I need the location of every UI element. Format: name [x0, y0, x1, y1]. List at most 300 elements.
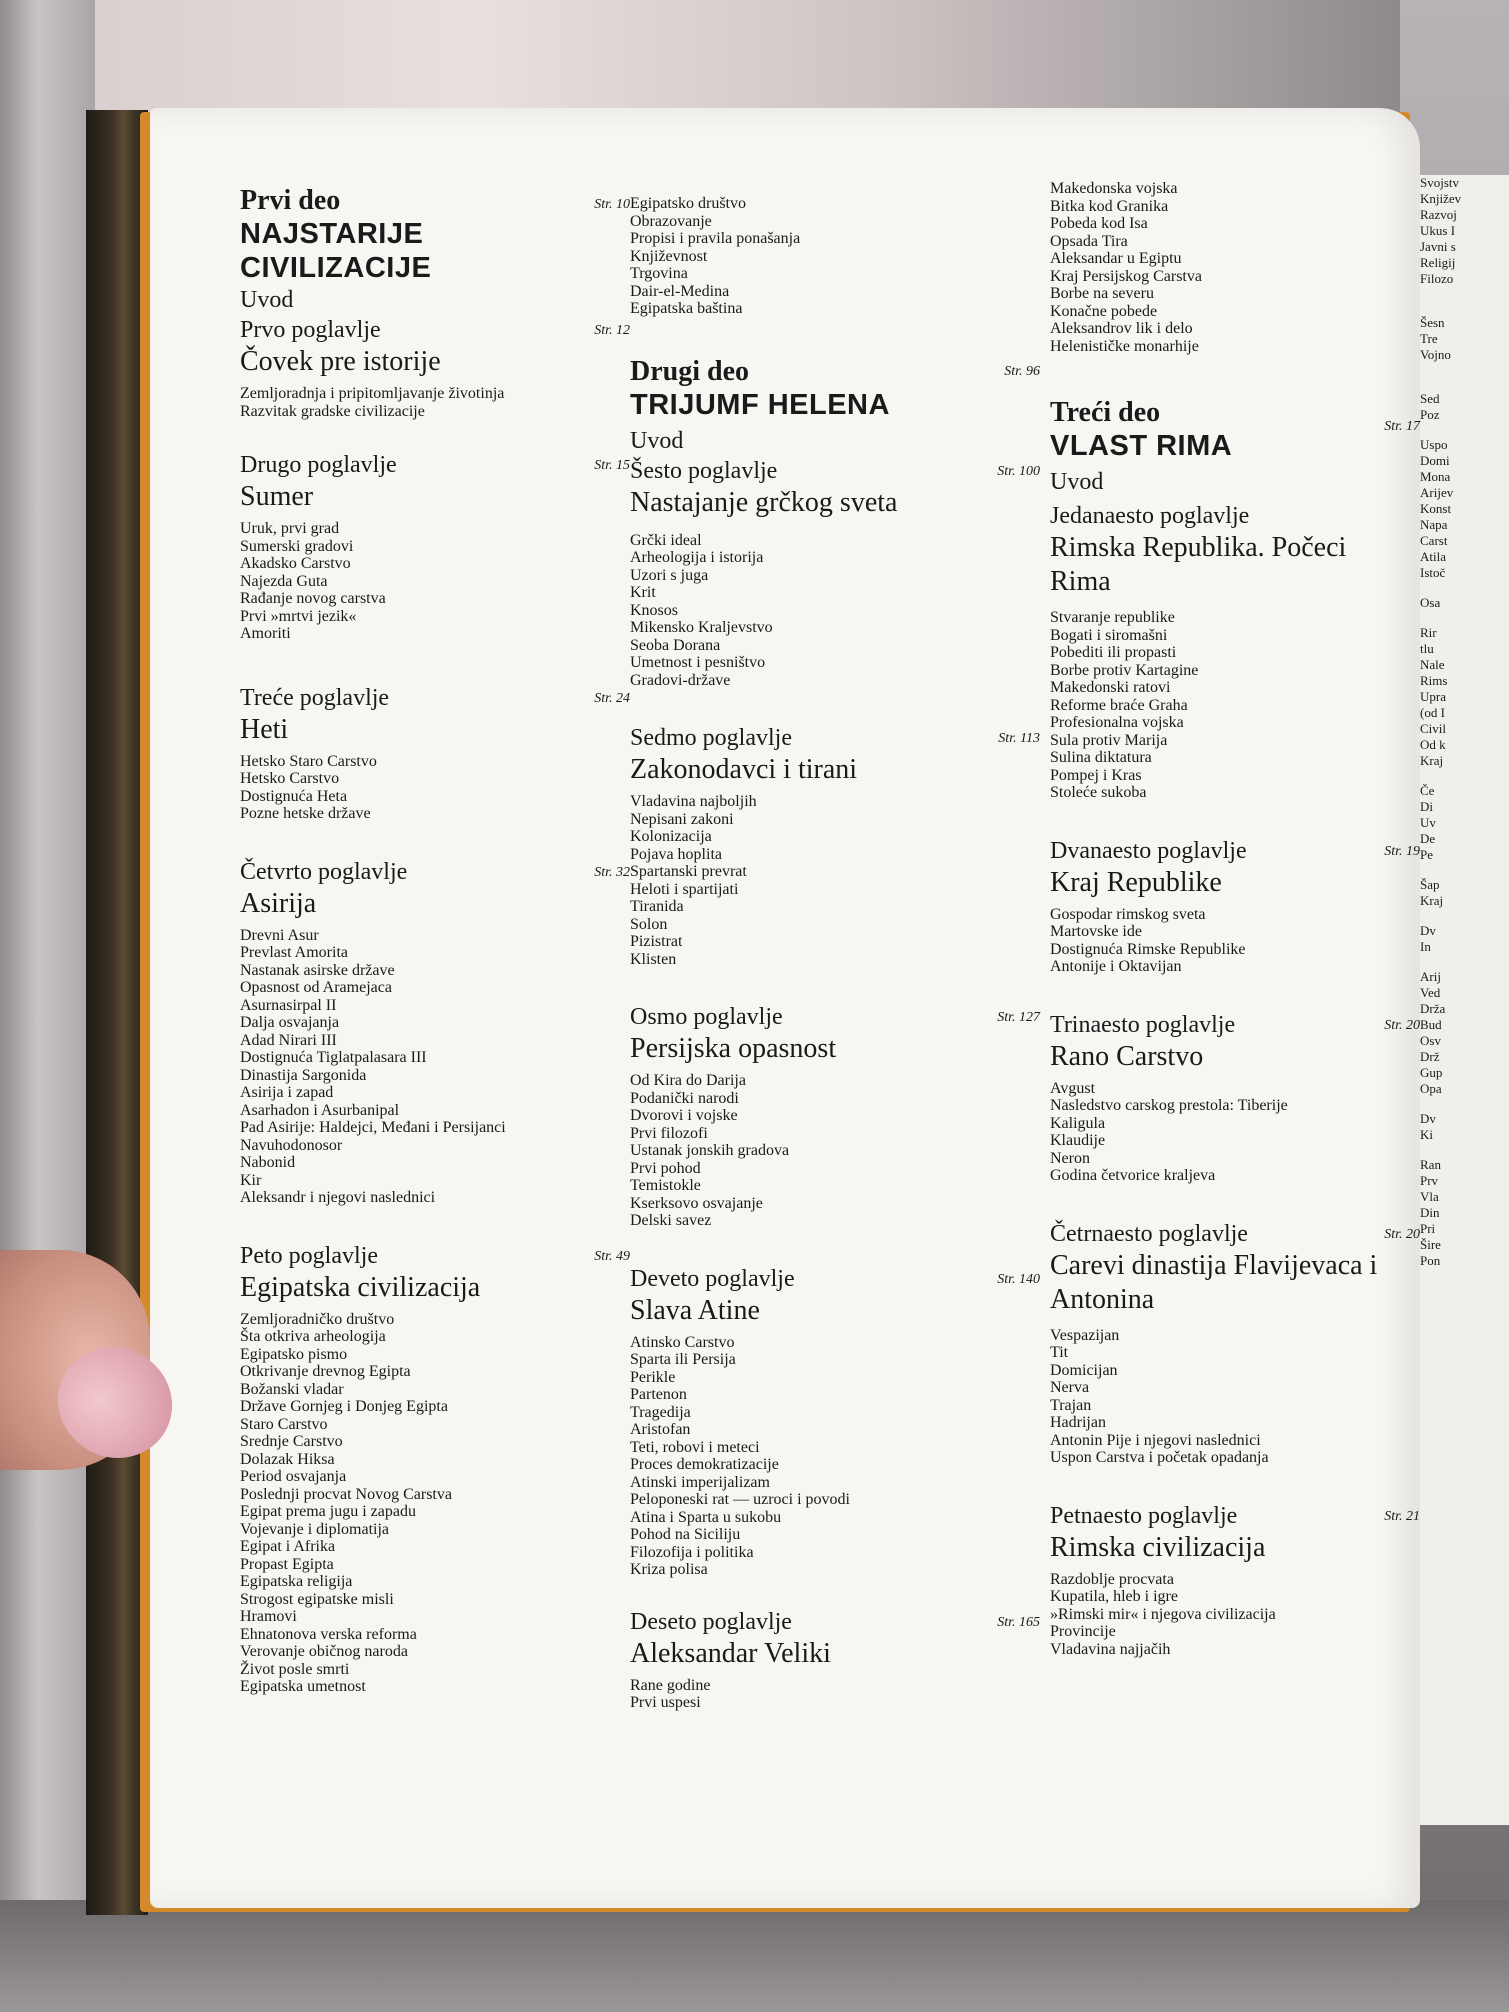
toc-column-1 [240, 185, 630, 1696]
chapter-title: Rano Carstvo [1050, 1040, 1204, 1072]
part-label: Prvi deo [240, 185, 341, 216]
chapter-title: Heti [240, 713, 289, 745]
section-item: Perikle [630, 1368, 676, 1386]
right-page-line: Filozo [1420, 271, 1454, 286]
section-item: Seoba Dorana [630, 636, 721, 654]
section-item: Vojevanje i diplomatija [240, 1520, 390, 1538]
right-page-line: Osa [1420, 595, 1441, 610]
section-item: Delski savez [630, 1212, 712, 1229]
right-page-line: In [1420, 939, 1431, 954]
right-page-line: Svojstv [1420, 175, 1460, 190]
right-page-line: Konst [1420, 501, 1452, 516]
section-item: Martovske ide [1050, 923, 1142, 940]
section-item: Pohod na Siciliju [630, 1526, 741, 1543]
right-page-line: Pri [1420, 1221, 1436, 1236]
section-list [240, 1311, 630, 1696]
right-page-line [1420, 909, 1509, 923]
right-page-line: Mona [1420, 469, 1451, 484]
chapter-label: Deveto poglavlje [630, 1265, 795, 1292]
right-page-line: Kraj [1420, 893, 1444, 908]
chapter-label: Prvo poglavlje [240, 317, 381, 343]
section-item: Pad Asirije: Haldejci, Međani i Persijanci [240, 1119, 506, 1136]
section-item: Gospodar rimskog sveta [1050, 905, 1206, 923]
section-item: Antonije i Oktavijan [1050, 958, 1182, 975]
section-item: Egipat prema jugu i zapadu [240, 1503, 416, 1520]
section-item: Makedonska vojska [1050, 180, 1178, 197]
intro-entry: Uvod [630, 427, 684, 454]
section-list [240, 753, 630, 823]
right-page-line [1420, 581, 1509, 595]
right-page-line: Razvoj [1420, 207, 1457, 222]
chapter-2 [240, 450, 630, 643]
page-number: Str. 140 [997, 1271, 1040, 1287]
section-item: Uruk, prvi grad [240, 520, 340, 537]
right-page-line: Od k [1420, 737, 1446, 752]
section-item: Obrazovanje [630, 212, 712, 230]
section-item: Konačne pobede [1050, 302, 1158, 320]
chapter-10 [630, 1607, 1040, 1712]
right-page-line [1420, 955, 1509, 969]
chapter-title: Persijska opasnost [630, 1033, 837, 1064]
section-item: Nabonid [240, 1154, 296, 1171]
section-item: Trgovina [630, 265, 688, 282]
section-item: Asurnasirpal II [240, 996, 337, 1014]
toc-column-2 [630, 185, 1040, 1712]
right-page-line: Vla [1420, 1189, 1439, 1204]
right-page-line: Šap [1420, 877, 1440, 892]
section-item: Rađanje novog carstva [240, 590, 386, 607]
section-item: Opsada Tira [1050, 232, 1128, 250]
section-item: Kupatila, hleb i igre [1050, 1588, 1178, 1605]
section-item: Solon [630, 915, 668, 933]
section-item: Ehnatonova verska reforma [240, 1625, 417, 1643]
right-page-line: Drža [1420, 1001, 1446, 1016]
section-item: Kraj Persijskog Carstva [1050, 267, 1202, 285]
section-item: Tiranida [630, 898, 684, 915]
page-number: Str. 96 [1004, 363, 1040, 379]
chapter-label: Jedanaesto poglavlje [1050, 503, 1250, 529]
section-item: Navuhodonosor [240, 1136, 343, 1154]
right-page-line: Bud [1420, 1017, 1442, 1032]
section-item: Nastanak asirske države [240, 961, 395, 979]
section-item: Spartanski prevrat [630, 863, 747, 880]
section-item: Verovanje običnog naroda [240, 1643, 408, 1660]
chapter-title: Egipatska civilizacija [240, 1271, 481, 1303]
section-item: Period osvajanja [240, 1468, 347, 1485]
page-number: Str. 12 [594, 323, 630, 338]
chapter-label: Deseto poglavlje [630, 1608, 792, 1635]
right-page-line: Civil [1420, 721, 1447, 736]
page-number: Str. 17 [1384, 419, 1420, 434]
section-item: Klaudije [1050, 1132, 1106, 1149]
section-list [240, 520, 630, 643]
section-item: Nerva [1050, 1379, 1090, 1396]
section-item: Države Gornjeg i Donjeg Egipta [240, 1398, 448, 1415]
chapter-label: Četrnaesto poglavlje [1050, 1220, 1248, 1247]
section-item: Profesionalna vojska [1050, 714, 1184, 731]
section-item: Razdoblje procvata [1050, 1570, 1174, 1588]
section-item: Srednje Carstvo [240, 1433, 343, 1450]
section-item: Hadrijan [1050, 1414, 1106, 1431]
chapter-6 [630, 456, 1040, 690]
section-item: Uspon Carstva i početak opadanja [1050, 1449, 1269, 1466]
right-page-line: Gup [1420, 1065, 1443, 1080]
right-page-line: Poz [1420, 407, 1440, 422]
right-page-line: Dv [1420, 1111, 1436, 1126]
right-page-line: Napa [1420, 517, 1448, 532]
right-page-line: Drž [1420, 1049, 1440, 1064]
chapter-11 [1050, 501, 1420, 802]
section-item: Makedonski ratovi [1050, 679, 1171, 696]
section-item: Godina četvorice kraljeva [1050, 1167, 1216, 1184]
page-number: Str. 49 [594, 1248, 630, 1264]
section-item: Hramovi [240, 1608, 297, 1625]
page-number: Str. 15 [594, 458, 630, 473]
right-page-line [1420, 377, 1509, 391]
section-item: Dair-el-Medina [630, 282, 730, 300]
section-item: Knosos [630, 601, 679, 619]
section-item: Dalja osvajanja [240, 1014, 340, 1031]
right-page-line: De [1420, 831, 1436, 846]
section-list [1050, 609, 1420, 802]
section-list [630, 1334, 1040, 1579]
chapter-label: Šesto poglavlje [630, 457, 778, 484]
chapter-label: Treće poglavlje [240, 684, 390, 711]
section-item: Podanički narodi [630, 1089, 739, 1107]
right-page-line: Opa [1420, 1081, 1442, 1096]
chapter-label: Peto poglavlje [240, 1242, 378, 1269]
chapter-label: Dvanaesto poglavlje [1050, 837, 1247, 864]
right-page-line [1420, 769, 1509, 783]
right-page-line: Arijev [1420, 485, 1454, 500]
section-item: Aleksandr i njegovi naslednici [240, 1189, 436, 1206]
chapter-title: Asirija [240, 887, 317, 919]
section-item: Nepisani zakoni [630, 810, 734, 828]
chapter-9 [630, 1264, 1040, 1579]
section-item: Aleksandar u Egiptu [1050, 250, 1182, 267]
section-item: Egipatska umetnost [240, 1678, 366, 1695]
right-page-line [1420, 1143, 1509, 1157]
page-number: Str. 165 [997, 1614, 1040, 1630]
section-item: Sula protiv Marija [1050, 731, 1168, 749]
section-item: Akadsko Carstvo [240, 555, 351, 572]
right-page-line: Ran [1420, 1157, 1441, 1172]
section-item: Uzori s juga [630, 566, 709, 584]
section-item: Peloponeski rat — uzroci i povodi [630, 1491, 850, 1508]
right-page-line: tlu [1420, 641, 1434, 656]
right-page-line: Vojno [1420, 347, 1451, 362]
section-item: Kserksovo osvajanje [630, 1194, 763, 1212]
section-item: Božanski vladar [240, 1380, 344, 1398]
right-page-line: Pon [1420, 1253, 1441, 1268]
right-page-line: Rims [1420, 673, 1448, 688]
section-item: Staro Carstvo [240, 1415, 328, 1433]
right-page-line: Dv [1420, 923, 1436, 938]
section-item: Helenističke monarhije [1050, 337, 1199, 355]
section-item: Drevni Asur [240, 926, 319, 944]
left-background [0, 0, 95, 2012]
section-item: Sumerski gradovi [240, 537, 354, 555]
section-item: Tit [1050, 1344, 1069, 1361]
section-item: Otkrivanje drevnog Egipta [240, 1363, 411, 1380]
right-page-line: Tre [1420, 331, 1438, 346]
right-page-line: Ukus I [1420, 223, 1456, 238]
chapter-title: Zakonodavci i tirani [630, 754, 858, 785]
section-list [630, 1072, 1040, 1230]
section-item: Partenon [630, 1386, 687, 1403]
right-page-line: Nale [1420, 657, 1445, 672]
part-label: Drugi deo [630, 355, 749, 387]
part-three [1050, 397, 1420, 497]
right-page-line: Upra [1420, 689, 1446, 704]
section-item: Asarhadon i Asurbanipal [240, 1101, 400, 1119]
chapter-label: Trinaesto poglavlje [1050, 1011, 1236, 1038]
chapter-title: Rimska Republika. Počeci Rima [1050, 532, 1347, 597]
right-page-line: Arij [1420, 969, 1441, 984]
right-page-line: Pe [1420, 847, 1433, 862]
section-list [1050, 1327, 1420, 1467]
section-item: Pompej i Kras [1050, 766, 1142, 784]
page-number: Str. 20 [1384, 1017, 1420, 1033]
section-list [630, 1677, 1040, 1712]
section-item: Dostignuća Tiglatpalasara III [240, 1049, 427, 1066]
section-item: Antonin Pije i njegovi naslednici [1050, 1431, 1261, 1449]
section-item: Neron [1050, 1149, 1090, 1167]
section-item: Kolonizacija [630, 828, 712, 845]
page-number: Str. 32 [594, 864, 630, 880]
section-item: Klisten [630, 950, 677, 968]
section-list [1050, 906, 1420, 976]
section-item: Adad Nirari III [240, 1031, 337, 1049]
section-list-continued [630, 195, 1040, 318]
right-page-line: Di [1420, 799, 1433, 814]
section-item: Reforme braće Graha [1050, 696, 1188, 714]
section-item: Egipatsko pismo [240, 1345, 348, 1363]
right-page-line: Religij [1420, 255, 1456, 270]
section-item: Asirija i zapad [240, 1084, 334, 1101]
right-page-line [1420, 1097, 1509, 1111]
page-number: Str. 21 [1384, 1508, 1420, 1524]
section-item: Gradovi-države [630, 671, 731, 689]
part-title: CIVILIZACIJE [240, 252, 432, 284]
section-item: Pojava hoplita [630, 845, 722, 863]
section-item: Borbe protiv Kartagine [1050, 661, 1199, 679]
section-item: Hetsko Carstvo [240, 770, 340, 787]
section-list-continued [1050, 180, 1420, 355]
section-list [630, 532, 1040, 690]
section-item: Propast Egipta [240, 1555, 334, 1573]
section-item: Život posle smrti [240, 1660, 350, 1678]
section-item: Bitka kod Granika [1050, 197, 1169, 215]
section-item: Propisi i pravila ponašanja [630, 230, 801, 247]
right-page-line: Uspo [1420, 437, 1448, 452]
page-number: Str. 127 [997, 1010, 1040, 1025]
section-list [240, 385, 630, 420]
right-page-line: Če [1420, 783, 1435, 798]
section-item: Dostignuća Heta [240, 787, 348, 805]
chapter-13 [1050, 1010, 1420, 1185]
section-item: Prvi »mrtvi jezik« [240, 607, 357, 625]
section-item: Dinastija Sargonida [240, 1066, 367, 1084]
section-item: Grčki ideal [630, 531, 702, 549]
section-item: Avgust [1050, 1079, 1096, 1097]
section-item: Dolazak Hiksa [240, 1450, 335, 1468]
part-label: Treći deo [1050, 397, 1161, 428]
chapter-label: Drugo poglavlje [240, 452, 397, 478]
right-page-line: Rir [1420, 625, 1437, 640]
section-item: Temistokle [630, 1177, 701, 1194]
chapter-title: Aleksandar Veliki [630, 1637, 831, 1669]
section-item: Bogati i siromašni [1050, 626, 1168, 644]
section-item: Dostignuća Rimske Republike [1050, 940, 1246, 958]
right-page-line: Javni s [1420, 239, 1456, 254]
chapter-5 [240, 1241, 630, 1696]
section-item: Prevlast Amorita [240, 944, 348, 961]
part-one [240, 185, 630, 315]
section-item: Pobediti ili propasti [1050, 644, 1177, 661]
chapter-1 [240, 315, 630, 420]
section-item: Ustanak jonskih gradova [630, 1142, 790, 1159]
section-item: Trajan [1050, 1396, 1092, 1414]
right-page-line [1420, 863, 1509, 877]
section-item: Borbe na severu [1050, 285, 1154, 302]
section-item: Egipat i Afrika [240, 1538, 336, 1555]
right-page-line: Sed [1420, 391, 1440, 406]
page-number: Str. 10 [594, 197, 630, 212]
section-item: Heloti i spartijati [630, 880, 739, 898]
section-item: Filozofija i politika [630, 1543, 754, 1561]
section-item: Vladavina najjačih [1050, 1640, 1171, 1658]
section-list [1050, 1571, 1420, 1659]
section-item: Atinski imperijalizam [630, 1473, 770, 1491]
right-page-line [1420, 287, 1509, 301]
chapter-title: Rimska civilizacija [1050, 1531, 1266, 1563]
section-item: Umetnost i pesništvo [630, 654, 766, 671]
section-item: Nasledstvo carskog prestola: Tiberije [1050, 1097, 1288, 1114]
right-page-line [1420, 611, 1509, 625]
chapter-8 [630, 1002, 1040, 1230]
right-page-line: Ki [1420, 1127, 1433, 1142]
section-item: Aleksandrov lik i delo [1050, 320, 1193, 337]
part-two [630, 356, 1040, 456]
chapter-title: Slava Atine [630, 1294, 760, 1326]
section-item: Dvorovi i vojske [630, 1107, 738, 1124]
section-item: Pobeda kod Isa [1050, 215, 1148, 232]
page-number: Str. 24 [594, 690, 630, 706]
right-page-line: Književ [1420, 191, 1462, 206]
section-item: Hetsko Staro Carstvo [240, 752, 377, 770]
right-page-line: (od I [1420, 705, 1445, 720]
section-list [630, 793, 1040, 968]
chapter-14 [1050, 1219, 1420, 1467]
right-page-line: Osv [1420, 1033, 1441, 1048]
section-item: Zemljoradničko društvo [240, 1310, 395, 1328]
chapter-7 [630, 723, 1040, 968]
chapter-title: Nastajanje grčkog sveta [630, 486, 898, 518]
section-item: Razvitak gradske civilizacije [240, 402, 425, 420]
section-item: Zemljoradnja i pripitomljavanje životinja [240, 385, 505, 402]
section-item: Arheologija i istorija [630, 549, 764, 566]
section-item: Najezda Guta [240, 572, 328, 590]
toc-column-3 [1050, 180, 1420, 1658]
right-page-line: Prv [1420, 1173, 1439, 1188]
section-item: Prvi filozofi [630, 1124, 708, 1142]
chapter-label: Četvrto poglavlje [240, 858, 408, 885]
book-spine [86, 110, 148, 1915]
right-page-line: Kraj [1420, 753, 1444, 768]
section-item: Krit [630, 584, 656, 601]
intro-entry: Uvod [240, 287, 294, 313]
section-item: Opasnost od Aramejaca [240, 979, 392, 996]
section-item: Kriza polisa [630, 1561, 708, 1578]
section-item: Atina i Sparta u sukobu [630, 1508, 782, 1526]
page-number: Str. 113 [998, 731, 1040, 746]
page-number: Str. 19 [1384, 843, 1420, 859]
wooden-surface [0, 1900, 1509, 2012]
right-page-line [1420, 363, 1509, 377]
section-list [240, 927, 630, 1207]
chapter-label: Sedmo poglavlje [630, 725, 792, 751]
section-item: »Rimski mir« i njegova civilizacija [1050, 1605, 1276, 1623]
right-page-line: Šesn [1420, 315, 1445, 330]
chapter-title: Kraj Republike [1050, 866, 1222, 898]
section-item: Stvaranje republike [1050, 609, 1175, 626]
right-page-line: Din [1420, 1205, 1440, 1220]
section-item: Stoleće sukoba [1050, 784, 1147, 801]
section-item: Pozne hetske države [240, 805, 371, 822]
section-item: Rane godine [630, 1676, 711, 1694]
section-item: Teti, robovi i meteci [630, 1438, 760, 1456]
section-list [1050, 1080, 1420, 1185]
chapter-12 [1050, 836, 1420, 976]
section-item: Strogost egipatske misli [240, 1590, 394, 1608]
chapter-title: Sumer [240, 481, 314, 512]
page-number: Str. 20 [1384, 1226, 1420, 1242]
chapter-title: Carevi dinastija Flavijevaca i Antonina [1050, 1249, 1378, 1315]
section-item: Egipatska religija [240, 1573, 353, 1590]
right-page-line: Ved [1420, 985, 1441, 1000]
section-item: Amoriti [240, 625, 291, 642]
chapter-label: Petnaesto poglavlje [1050, 1502, 1238, 1529]
section-item: Aristofan [630, 1421, 691, 1438]
section-item: Sparta ili Persija [630, 1351, 736, 1368]
chapter-4 [240, 857, 630, 1207]
section-item: Egipatska baština [630, 300, 743, 317]
right-page-line: Istoč [1420, 565, 1446, 580]
right-page-line: Carst [1420, 533, 1448, 548]
section-item: Tragedija [630, 1403, 691, 1421]
right-page-line: Domi [1420, 453, 1450, 468]
section-item: Domicijan [1050, 1361, 1118, 1379]
right-page-fragment [1420, 175, 1509, 1825]
part-title: NAJSTARIJE [240, 218, 424, 250]
section-item: Atinsko Carstvo [630, 1333, 735, 1351]
right-page-line [1420, 423, 1509, 437]
section-item: Prvi pohod [630, 1159, 701, 1177]
section-item: Mikensko Kraljevstvo [630, 619, 773, 636]
section-item: Poslednji procvat Novog Carstva [240, 1485, 452, 1503]
right-page-line: Atila [1420, 549, 1446, 564]
chapter-15 [1050, 1501, 1420, 1659]
section-item: Književnost [630, 247, 708, 265]
right-page-line [1420, 301, 1509, 315]
section-item: Egipatsko društvo [630, 195, 746, 212]
section-item: Proces demokratizacije [630, 1456, 779, 1473]
right-page-line: Šire [1420, 1237, 1441, 1252]
section-item: Od Kira do Darija [630, 1072, 746, 1089]
part-title: VLAST RIMA [1050, 430, 1233, 462]
section-item: Vespazijan [1050, 1326, 1120, 1344]
